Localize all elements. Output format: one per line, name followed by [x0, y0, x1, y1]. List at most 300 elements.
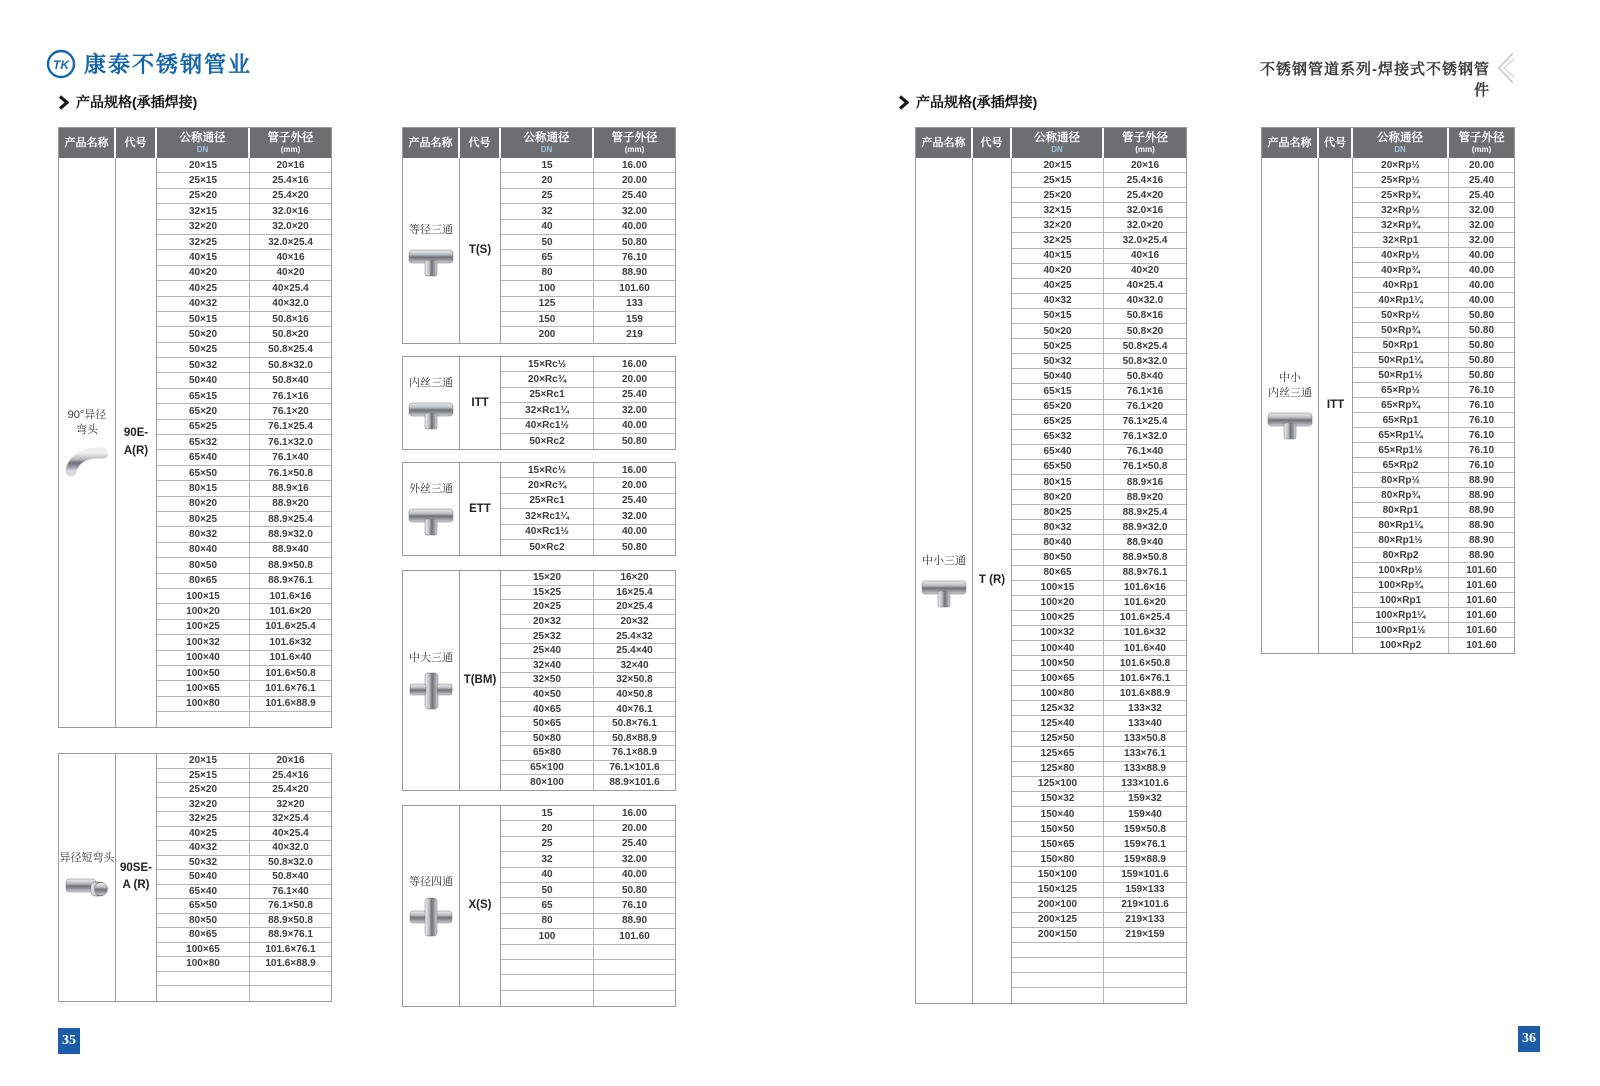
- table-row: [501, 189, 675, 204]
- od-cell: 50.8×25.4: [1122, 340, 1168, 352]
- table-row-empty: [157, 972, 331, 987]
- dn-cell: 50×Rc2: [501, 540, 594, 555]
- od-cell: 159×32: [1128, 793, 1162, 805]
- header-dn: 公称通径 DN: [157, 128, 250, 158]
- product-code-cell: 90SE- A (R): [116, 754, 157, 1001]
- table-row: [1012, 777, 1186, 792]
- table-row: [1353, 458, 1514, 473]
- dn-cell: 25×20: [157, 783, 250, 797]
- table-row: [1353, 233, 1514, 248]
- table-row: [157, 512, 331, 527]
- od-cell: 88.9×32.0: [1122, 521, 1168, 533]
- od-cell: 133×40: [1128, 718, 1162, 730]
- table-row: [1353, 278, 1514, 293]
- dn-cell: 32: [501, 852, 594, 866]
- dn-cell: 80×50: [1012, 550, 1104, 564]
- table-row: [1012, 822, 1186, 837]
- od-cell: 50.80: [1468, 369, 1495, 381]
- table-row: [1353, 578, 1514, 593]
- od-cell: [1104, 958, 1186, 972]
- od-cell: 101.6×16: [269, 590, 312, 602]
- table-row: [1012, 807, 1186, 822]
- table-header-row: [1262, 128, 1514, 158]
- table-row: [1012, 279, 1186, 294]
- od-cell: 88.9×76.1: [268, 929, 313, 941]
- dn-cell: 50×Rp1½: [1353, 368, 1449, 382]
- product-name-text: 中大三通: [409, 651, 453, 664]
- od-cell: 76.1×50.8: [268, 900, 313, 912]
- table-row: [501, 327, 675, 342]
- table-row: [1353, 248, 1514, 263]
- od-cell: 40.00: [1468, 249, 1495, 261]
- od-cell: 16.00: [621, 358, 648, 370]
- od-cell: 88.90: [1468, 504, 1495, 516]
- table-row: [501, 717, 675, 732]
- od-cell: 101.60: [1466, 594, 1497, 606]
- od-cell: 76.1×32.0: [1122, 431, 1168, 443]
- table-row: [1012, 520, 1186, 535]
- dn-cell: 25×20: [157, 189, 250, 203]
- od-cell: 76.10: [1468, 444, 1495, 456]
- chevron-bullet-icon: [898, 95, 909, 110]
- table-row-empty: [1012, 943, 1186, 958]
- table-row: [501, 898, 675, 913]
- table-row: [1353, 158, 1514, 173]
- od-cell: 50.8×40: [272, 871, 309, 883]
- product-name-text: 90°异径 弯头: [67, 409, 107, 437]
- dn-cell: 100×20: [157, 604, 250, 618]
- dn-cell: 40×15: [157, 250, 250, 264]
- table-row: [1012, 249, 1186, 264]
- table-row: [501, 266, 675, 281]
- dn-cell: 50×40: [1012, 369, 1104, 383]
- dn-cell: 50×Rp½: [1353, 308, 1449, 322]
- dn-cell: 40×Rp½: [1353, 248, 1449, 262]
- table-row: [157, 481, 331, 496]
- dn-cell: 80×20: [1012, 490, 1104, 504]
- od-cell: 40×32.0: [272, 298, 309, 310]
- od-cell: 40.00: [1468, 264, 1495, 276]
- table-equal-cross: [402, 805, 676, 1007]
- od-cell: 88.9×50.8: [268, 914, 313, 926]
- od-cell: 88.9×76.1: [1122, 567, 1168, 579]
- dn-cell: 100: [501, 929, 594, 943]
- table-row: [157, 343, 331, 358]
- header-product-name: 产品名称: [59, 128, 116, 158]
- od-cell: 101.6×20: [269, 606, 312, 618]
- od-cell: 25.40: [621, 495, 648, 507]
- dn-cell: 40×Rc1½: [501, 525, 594, 539]
- table-row: [157, 914, 331, 929]
- spec-rows: [157, 754, 331, 1001]
- dn-cell: 40×25: [1012, 279, 1104, 293]
- dn-cell: 80×Rp2: [1353, 548, 1449, 562]
- dn-cell: 40×32: [157, 297, 250, 311]
- table-row: [501, 852, 675, 867]
- table-row: [1012, 671, 1186, 686]
- table-header-row: [916, 128, 1186, 158]
- table-row: [1012, 747, 1186, 762]
- od-cell: 76.1×16: [1126, 385, 1164, 397]
- table-row: [157, 827, 331, 842]
- dn-cell: 80×15: [157, 481, 250, 495]
- dn-cell: 100×20: [1012, 596, 1104, 610]
- table-row: [1353, 398, 1514, 413]
- page-number-right: 36: [1518, 1026, 1540, 1052]
- dn-cell: 80×Rp1¼: [1353, 518, 1449, 532]
- table-row: [1012, 867, 1186, 882]
- table-row: [501, 463, 675, 478]
- table-row: [157, 943, 331, 958]
- dn-cell: 80×40: [157, 543, 250, 557]
- table-row: [1012, 475, 1186, 490]
- od-cell: 101.6×40: [1124, 642, 1166, 654]
- dn-cell: 100×15: [157, 589, 250, 603]
- elbow-fitting-image: [64, 445, 110, 477]
- od-cell: 76.10: [621, 252, 648, 264]
- dn-cell: 150×100: [1012, 867, 1104, 881]
- od-cell: 20.00: [621, 823, 648, 835]
- od-cell: 25.40: [621, 838, 648, 850]
- dn-cell: 100×Rp2: [1353, 638, 1449, 653]
- dn-cell: 40×20: [1012, 264, 1104, 278]
- product-code-cell: X(S): [460, 806, 501, 1006]
- tee-fitting-image: [408, 245, 454, 277]
- table-row: [501, 806, 675, 821]
- spec-rows: [501, 806, 675, 1006]
- dn-cell: 32×Rp¾: [1353, 218, 1449, 232]
- table-row: [1012, 505, 1186, 520]
- dn-cell: 100×25: [1012, 611, 1104, 625]
- spec-rows: [501, 463, 675, 555]
- table-header-row: [59, 128, 331, 158]
- table-row: [501, 403, 675, 418]
- section-title-text: 产品规格(承插焊接): [76, 94, 198, 110]
- dn-cell: 25×15: [1012, 173, 1104, 187]
- table-row: [1353, 428, 1514, 443]
- od-cell: 32.00: [1468, 219, 1495, 231]
- dn-cell: 65: [501, 250, 594, 264]
- table-row: [157, 870, 331, 885]
- od-cell: 32.00: [621, 404, 648, 416]
- table-row: [1353, 413, 1514, 428]
- dn-cell: 25×Rc1: [501, 388, 594, 402]
- header-product-name: 产品名称: [1262, 128, 1319, 158]
- od-cell: 76.1×40: [1126, 446, 1164, 458]
- table-row: [157, 220, 331, 235]
- od-cell: 101.60: [1466, 564, 1497, 576]
- product-name-cell: [916, 158, 973, 1003]
- table-row: [157, 281, 331, 296]
- od-cell: 76.1×20: [272, 405, 309, 417]
- table-row: [1012, 701, 1186, 716]
- table-row-empty: [501, 945, 675, 960]
- dn-cell: 150×40: [1012, 807, 1104, 821]
- dn-cell: 100×Rp1½: [1353, 623, 1449, 637]
- table-row: [501, 357, 675, 372]
- dn-cell: 25×Rp½: [1353, 173, 1449, 187]
- od-cell: 88.9×40: [272, 544, 309, 556]
- dn-cell: 25×20: [1012, 188, 1104, 202]
- od-cell: 50.8×88.9: [612, 732, 657, 744]
- table-equal-tee: [402, 127, 676, 344]
- od-cell: 40.00: [621, 869, 648, 881]
- od-cell: 50.8×32.0: [1122, 355, 1168, 367]
- table-row: [157, 466, 331, 481]
- dn-cell: [1012, 988, 1104, 1003]
- od-cell: 219×133: [1125, 914, 1165, 926]
- product-code-cell: ITT: [460, 357, 501, 449]
- od-cell: 133×50.8: [1124, 733, 1166, 745]
- dn-cell: 40×20: [157, 266, 250, 280]
- od-cell: 76.10: [1468, 399, 1495, 411]
- table-row: [501, 883, 675, 898]
- table-row: [1012, 686, 1186, 701]
- dn-cell: 80×65: [157, 574, 250, 588]
- dn-cell: 80×50: [157, 558, 250, 572]
- dn-cell: 150×32: [1012, 792, 1104, 806]
- dn-cell: 100×Rp1¼: [1353, 608, 1449, 622]
- od-cell: 50.8×25.4: [268, 344, 313, 356]
- table-medium-small-tee: [915, 127, 1187, 1004]
- table-row: [157, 928, 331, 943]
- dn-cell: 150: [501, 312, 594, 326]
- table-row: [1353, 548, 1514, 563]
- od-cell: 76.1×16: [272, 390, 309, 402]
- table-row: [501, 775, 675, 790]
- product-name-cell: [403, 571, 460, 790]
- table-row: [501, 509, 675, 524]
- dn-cell: 100×Rp1: [1353, 593, 1449, 607]
- dn-cell: 125×80: [1012, 762, 1104, 776]
- dn-cell: 20×Rp½: [1353, 158, 1449, 172]
- table-row: [501, 914, 675, 929]
- dn-cell: 125×40: [1012, 716, 1104, 730]
- section-title-text: 产品规格(承插焊接): [916, 94, 1038, 110]
- od-cell: 101.6×16: [1124, 582, 1166, 594]
- dn-cell: 50×Rc2: [501, 434, 594, 449]
- od-cell: 25.4×20: [272, 784, 309, 796]
- table-row: [501, 494, 675, 509]
- od-cell: 101.6×32: [1124, 627, 1166, 639]
- header-product-name: 产品名称: [403, 128, 460, 158]
- dn-cell: 80×25: [1012, 505, 1104, 519]
- od-cell: 101.6×76.1: [265, 943, 316, 955]
- dn-cell: 32×20: [1012, 218, 1104, 232]
- od-cell: 101.6×88.9: [1119, 687, 1171, 699]
- od-cell: [1104, 988, 1186, 1003]
- table-row: [1353, 218, 1514, 233]
- header-od: 管子外径 (mm): [250, 128, 331, 158]
- table-row: [1353, 608, 1514, 623]
- table-row-empty: [501, 975, 675, 990]
- od-cell: 20.00: [621, 374, 648, 386]
- od-cell: 88.90: [621, 915, 648, 927]
- dn-cell: 125×32: [1012, 701, 1104, 715]
- brand-name: 康泰不锈钢管业: [84, 52, 253, 77]
- table-row: [1012, 218, 1186, 233]
- product-name-cell: [59, 754, 116, 1001]
- table-row: [1012, 430, 1186, 445]
- dn-cell: 50×40: [157, 870, 250, 884]
- table-row: [1012, 400, 1186, 415]
- dn-cell: 25×15: [157, 173, 250, 187]
- od-cell: 20×32: [620, 616, 649, 628]
- dn-cell: 50×20: [157, 327, 250, 341]
- od-cell: 32×50.8: [616, 674, 653, 686]
- table-row: [1012, 596, 1186, 611]
- table-row: [1012, 369, 1186, 384]
- table-row: [157, 158, 331, 173]
- od-cell: 88.9×50.8: [268, 559, 313, 571]
- table-row-empty: [501, 960, 675, 975]
- od-cell: [594, 960, 675, 974]
- od-cell: 40.00: [1468, 279, 1495, 291]
- table-row: [1012, 898, 1186, 913]
- od-cell: 76.1×101.6: [609, 762, 660, 774]
- product-name-text: 内丝三通: [409, 377, 453, 390]
- od-cell: 219: [626, 329, 643, 341]
- spec-rows: [1353, 158, 1514, 653]
- od-cell: 76.1×40: [272, 452, 309, 464]
- table-row: [157, 235, 331, 250]
- od-cell: 40×25.4: [272, 827, 309, 839]
- tee-vertical-fitting-image: [409, 672, 453, 710]
- table-row: [501, 419, 675, 434]
- od-cell: 101.6×25.4: [265, 621, 316, 633]
- od-cell: 40.00: [621, 221, 648, 233]
- spec-rows: [501, 571, 675, 790]
- header-dn: 公称通径 DN: [501, 128, 594, 158]
- chevron-bullet-icon: [58, 95, 69, 110]
- dn-cell: 100×80: [1012, 686, 1104, 700]
- table-row: [1353, 623, 1514, 638]
- dn-cell: 40×50: [501, 688, 594, 702]
- table-row-empty: [501, 991, 675, 1006]
- od-cell: 76.1×32.0: [268, 436, 313, 448]
- od-cell: 40×32.0: [1126, 295, 1164, 307]
- dn-cell: 15: [501, 806, 594, 820]
- dn-cell: [501, 945, 594, 959]
- table-row: [157, 327, 331, 342]
- dn-cell: 65×25: [157, 420, 250, 434]
- table-row: [501, 746, 675, 761]
- table-row: [501, 525, 675, 540]
- table-row: [1012, 837, 1186, 852]
- dn-cell: 200: [501, 327, 594, 342]
- od-cell: 40×32.0: [272, 842, 309, 854]
- table-row: [1353, 443, 1514, 458]
- dn-cell: 32×Rc1¼: [501, 509, 594, 523]
- table-female-thread-tee: [402, 356, 676, 450]
- dn-cell: 100×50: [157, 666, 250, 680]
- table-row: [1012, 490, 1186, 505]
- table-row: [1012, 324, 1186, 339]
- od-cell: 101.6×50.8: [265, 667, 316, 679]
- dn-cell: 125×65: [1012, 747, 1104, 761]
- dn-cell: [501, 960, 594, 974]
- od-cell: 88.9×16: [272, 482, 309, 494]
- od-cell: 76.1×25.4: [1122, 416, 1168, 428]
- dn-cell: 40×Rp¾: [1353, 263, 1449, 277]
- od-cell: 25.40: [621, 389, 648, 401]
- table-row: [1012, 460, 1186, 475]
- od-cell: 40.00: [621, 526, 648, 538]
- table-row: [157, 620, 331, 635]
- dn-cell: 15×Rc½: [501, 357, 594, 371]
- table-row: [157, 666, 331, 681]
- od-cell: [250, 986, 331, 1001]
- product-code-cell: ITT: [1319, 158, 1353, 653]
- od-cell: 32.00: [621, 205, 648, 217]
- table-header-row: [403, 128, 675, 158]
- od-cell: 88.90: [621, 267, 648, 279]
- od-cell: 219×101.6: [1121, 899, 1169, 911]
- dn-cell: 100×32: [1012, 626, 1104, 640]
- dn-cell: [1012, 943, 1104, 957]
- table-row: [157, 358, 331, 373]
- double-chevron-left-icon: [1492, 50, 1516, 86]
- dn-cell: 65×Rp1: [1353, 413, 1449, 427]
- od-cell: 32.0×16: [1126, 204, 1164, 216]
- table-row: [157, 558, 331, 573]
- table-row: [1353, 383, 1514, 398]
- tee-fitting-image: [408, 504, 454, 536]
- od-cell: 88.90: [1468, 489, 1495, 501]
- table-row: [1012, 158, 1186, 173]
- table-row: [1012, 913, 1186, 928]
- dn-cell: 80×Rp½: [1353, 473, 1449, 487]
- od-cell: 88.9×20: [272, 498, 309, 510]
- dn-cell: 65×50: [157, 466, 250, 480]
- header-code: 代号: [460, 128, 501, 158]
- table-row: [1012, 928, 1186, 943]
- dn-cell: 25×15: [157, 769, 250, 783]
- od-cell: 50.8×32.0: [268, 359, 313, 371]
- header-product-name: 产品名称: [916, 128, 973, 158]
- table-row: [157, 450, 331, 465]
- table-row: [1012, 339, 1186, 354]
- dn-cell: 32×Rc1¼: [501, 403, 594, 417]
- dn-cell: 100×80: [157, 697, 250, 711]
- table-row: [501, 821, 675, 836]
- od-cell: 159×133: [1125, 884, 1165, 896]
- dn-cell: 25×Rp¾: [1353, 188, 1449, 202]
- dn-cell: 20×15: [157, 754, 250, 768]
- table-row: [1012, 732, 1186, 747]
- od-cell: 159×50.8: [1124, 823, 1166, 835]
- od-cell: 32.0×20: [1126, 219, 1164, 231]
- table-row: [501, 629, 675, 644]
- table-row: [1012, 188, 1186, 203]
- table-row: [157, 812, 331, 827]
- table-row: [157, 899, 331, 914]
- od-cell: 20.00: [621, 480, 648, 492]
- table-row: [157, 841, 331, 856]
- header-code: 代号: [1319, 128, 1353, 158]
- dn-cell: 32×25: [157, 235, 250, 249]
- table-row: [1012, 173, 1186, 188]
- od-cell: 159×40: [1128, 808, 1162, 820]
- od-cell: 101.6×76.1: [1119, 672, 1171, 684]
- dn-cell: 65×80: [501, 746, 594, 760]
- spec-rows: [501, 158, 675, 343]
- table-row: [1012, 581, 1186, 596]
- table-row: [1012, 852, 1186, 867]
- dn-cell: 65: [501, 898, 594, 912]
- od-cell: 40×20: [276, 267, 305, 279]
- dn-cell: 80×Rp¾: [1353, 488, 1449, 502]
